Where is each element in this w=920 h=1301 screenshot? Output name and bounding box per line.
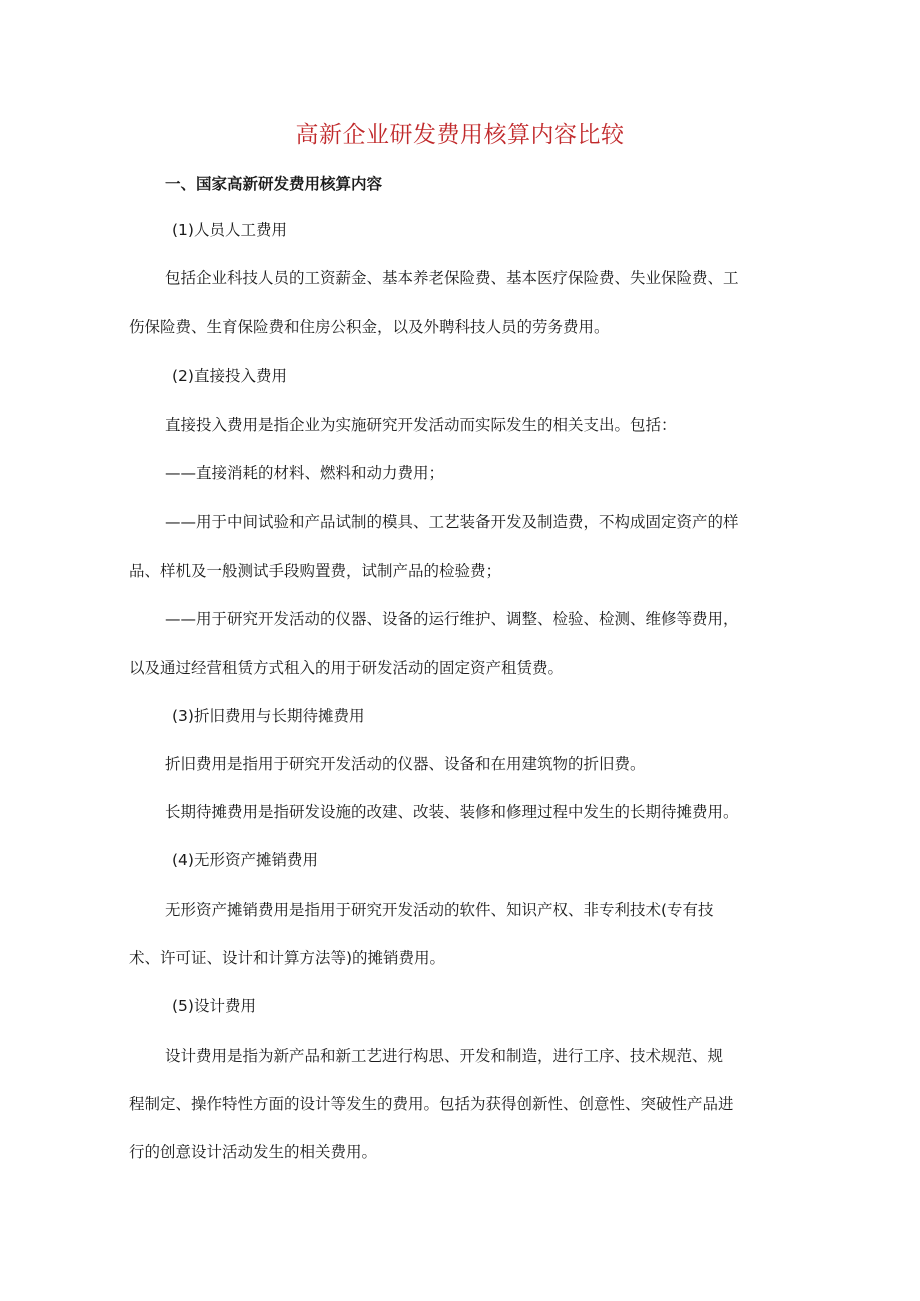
item-2-heading: (2)直接投入费用 xyxy=(172,367,287,385)
paragraph-line: ——用于研究开发活动的仪器、设备的运行维护、调整、检验、检测、维修等费用， xyxy=(165,610,739,628)
paragraph-line: 折旧费用是指用于研究开发活动的仪器、设备和在用建筑物的折旧费。 xyxy=(165,755,646,773)
paragraph-line: 长期待摊费用是指研发设施的改建、改装、装修和修理过程中发生的长期待摊费用。 xyxy=(165,803,739,821)
document-title: 高新企业研发费用核算内容比较 xyxy=(295,122,625,148)
paragraph-line: 程制定、操作特性方面的设计等发生的费用。包括为获得创新性、创意性、突破性产品进 xyxy=(129,1095,734,1113)
paragraph-line: 直接投入费用是指企业为实施研究开发活动而实际发生的相关支出。包括： xyxy=(165,416,677,434)
paragraph-line: 设计费用是指为新产品和新工艺进行构思、开发和制造，进行工序、技术规范、规 xyxy=(165,1047,724,1065)
paragraph-line: 品、样机及一般测试手段购置费，试制产品的检验费； xyxy=(129,562,502,580)
paragraph-line: ——用于中间试验和产品试制的模具、工艺装备开发及制造费，不构成固定资产的样 xyxy=(165,513,739,531)
paragraph-line: 无形资产摊销费用是指用于研究开发活动的软件、知识产权、非专利技术(专有技 xyxy=(165,901,714,919)
paragraph-line: 行的创意设计活动发生的相关费用。 xyxy=(129,1143,378,1161)
paragraph-line: 伤保险费、生育保险费和住房公积金，以及外聘科技人员的劳务费用。 xyxy=(129,318,610,336)
paragraph-line: ——直接消耗的材料、燃料和动力费用； xyxy=(165,464,445,482)
item-4-heading: (4)无形资产摊销费用 xyxy=(172,851,318,869)
item-3-heading: (3)折旧费用与长期待摊费用 xyxy=(172,707,365,725)
paragraph-line: 包括企业科技人员的工资薪金、基本养老保险费、基本医疗保险费、失业保险费、工 xyxy=(165,269,739,287)
paragraph-line: 以及通过经营租赁方式租入的用于研发活动的固定资产租赁费。 xyxy=(129,659,564,677)
paragraph-line: 术、许可证、设计和计算方法等)的摊销费用。 xyxy=(129,949,446,967)
section-heading: 一、国家高新研发费用核算内容 xyxy=(165,175,383,193)
item-1-heading: (1)人员人工费用 xyxy=(172,221,287,239)
item-5-heading: (5)设计费用 xyxy=(172,997,256,1015)
